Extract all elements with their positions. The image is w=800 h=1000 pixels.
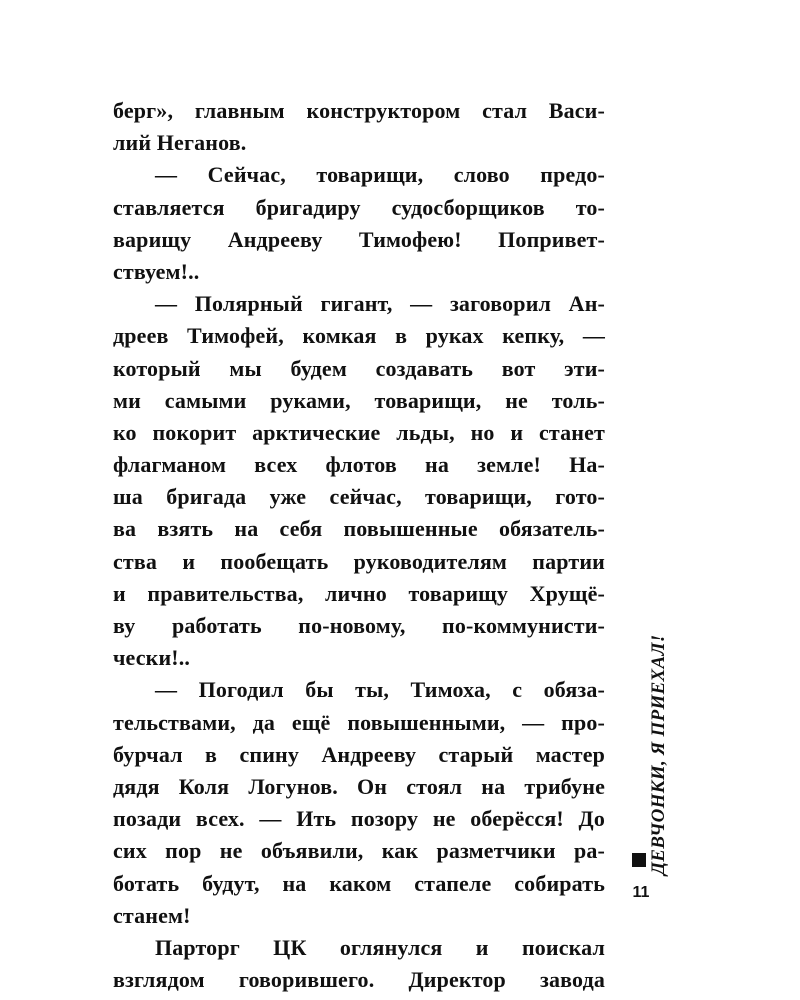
text-line: дреев Тимофей, комкая в руках кепку, — [113,323,605,349]
text-line: и правительства, лично товарищу Хрущё- [113,580,605,606]
text-line: — Погодил бы ты, Тимоха, с обяза- [155,677,605,703]
page-number: 11 [632,884,650,901]
running-title: ДЕВЧОНКИ, Я ПРИЕХАЛ! [648,634,669,875]
text-line: дядя Коля Логунов. Он стоял на трибуне [113,773,605,799]
text-line: который мы будем создавать вот эти- [113,355,605,381]
text-line: ставляется бригадиру судосборщиков то- [113,194,605,220]
text-line: ства и пообещать руководителям партии [113,548,605,574]
text-line: ша бригада уже сейчас, товарищи, гото- [113,484,605,510]
text-line: бурчал в спину Андрееву старый мастер [113,741,605,767]
text-line: — Сейчас, товарищи, слово предо- [155,162,605,188]
text-line: чески!.. [113,645,191,671]
text-line: сих пор не объявили, как разметчики ра- [113,838,605,864]
text-line: ствуем!.. [113,258,200,284]
text-line: ми самыми руками, товарищи, не толь- [113,387,605,413]
text-line: позади всех. — Ить позору не оберёсся! До [113,806,605,832]
text-line: варищу Андрееву Тимофею! Попривет- [113,226,605,252]
text-line: ва взять на себя повышенные обязатель- [113,516,605,542]
text-line: лий Неганов. [113,130,247,156]
text-line: тельствами, да ещё повышенными, — про- [113,709,605,735]
text-line: флагманом всех флотов на земле! На- [113,452,605,478]
text-line: ботать будут, на каком стапеле собирать [113,870,605,896]
text-line: ву работать по-новому, по-коммунисти- [113,613,605,638]
text-line: берг», главным конструктором стал Васи- [113,98,605,123]
text-line: ко покорит арктические льды, но и станет [113,419,605,445]
square-marker-icon [632,853,646,867]
page-body-text [113,95,605,996]
text-line: — Полярный гигант, — заговорил Ан- [155,291,605,317]
text-line: Парторг ЦК оглянулся и поискал [155,934,605,960]
text-line: станем! [113,902,191,928]
text-line: взглядом говорившего. Директор завода [113,967,605,993]
